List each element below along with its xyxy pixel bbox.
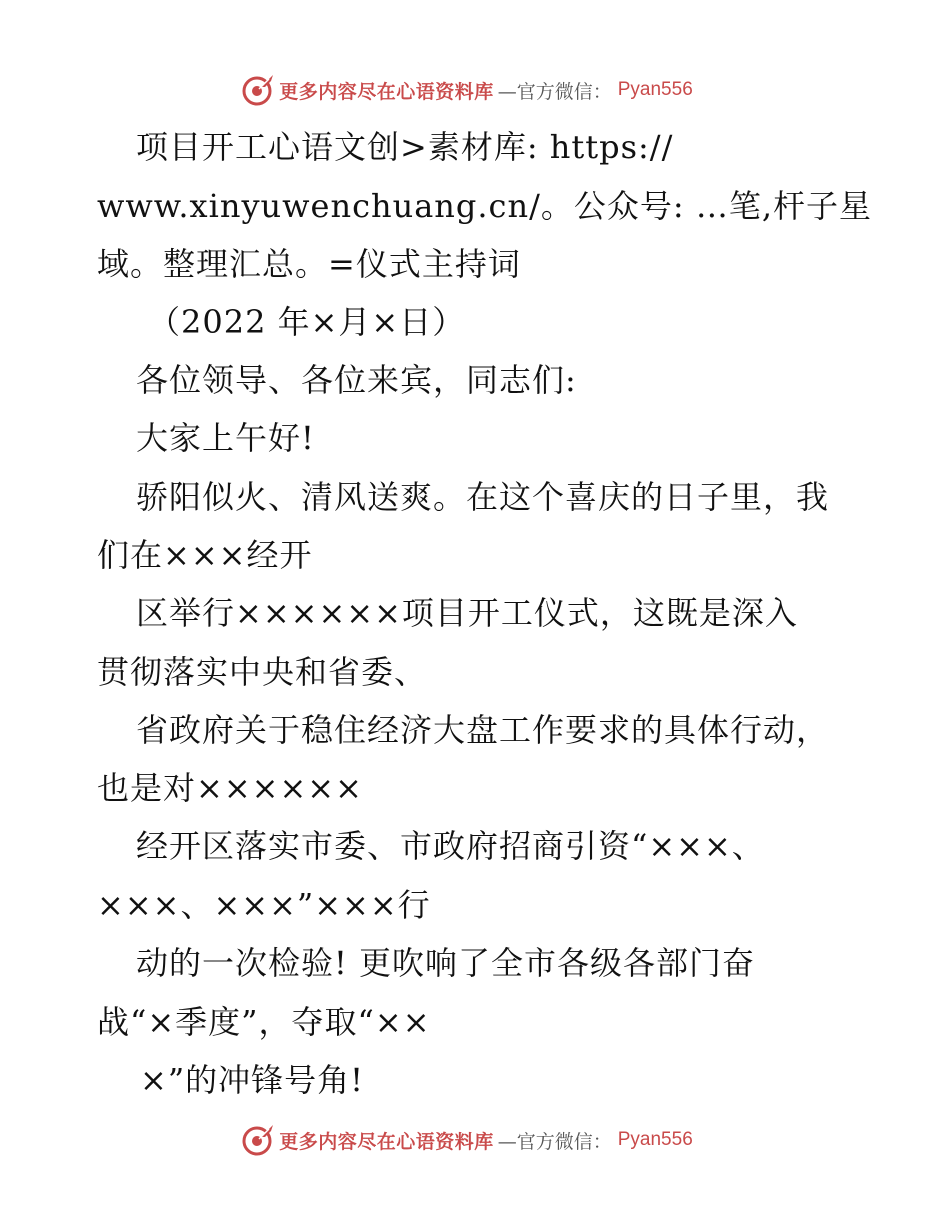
body-line-16: 战“×季度”，夺取“××: [97, 1003, 431, 1041]
banner-wechat-id: Pyan556: [617, 79, 693, 100]
salutation: 各位领导、各位来宾，同志们:: [136, 361, 577, 399]
body-line-10: 贯彻落实中央和省委、: [97, 653, 428, 691]
quill-logo-icon: [241, 1123, 275, 1157]
body-line-13: 经开区落实市委、市政府招商引资“×××、: [136, 827, 765, 865]
body-line-3: 域。整理汇总。=仪式主持词: [97, 245, 521, 283]
footer-wechat-label: —官方微信：: [497, 1130, 612, 1153]
banner-title: 更多内容尽在心语资料库: [279, 80, 494, 103]
body-line-12: 也是对××××××: [97, 769, 363, 807]
footer-banner: [0, 1120, 950, 1160]
quill-logo-icon: [241, 73, 275, 107]
body-line-1: 项目开工心语文创>素材库: https://: [136, 128, 674, 166]
body-line-8: 们在×××经开: [97, 536, 313, 574]
footer-banner-title: 更多内容尽在心语资料库: [279, 1130, 494, 1153]
greeting: 大家上午好!: [136, 419, 315, 457]
body-line-2: www.xinyuwenchuang.cn/。公众号: …笔,杆子星: [97, 187, 872, 225]
header-banner: [0, 70, 950, 110]
body-line-11: 省政府关于稳住经济大盘工作要求的具体行动，: [136, 711, 830, 749]
body-line-14: ×××、×××”×××行: [97, 886, 431, 924]
body-line-15: 动的一次检验! 更吹响了全市各级各部门奋: [136, 944, 756, 982]
body-line-7: 骄阳似火、清风送爽。在这个喜庆的日子里，我: [136, 478, 830, 516]
body-line-9: 区举行××××××项目开工仪式，这既是深入: [136, 594, 798, 632]
footer-wechat-id: Pyan556: [617, 1129, 693, 1150]
banner-wechat-label: —官方微信：: [497, 80, 612, 103]
date-line: （2022 年×月×日）: [148, 303, 466, 341]
body-line-17: ×”的冲锋号角!: [140, 1061, 365, 1099]
